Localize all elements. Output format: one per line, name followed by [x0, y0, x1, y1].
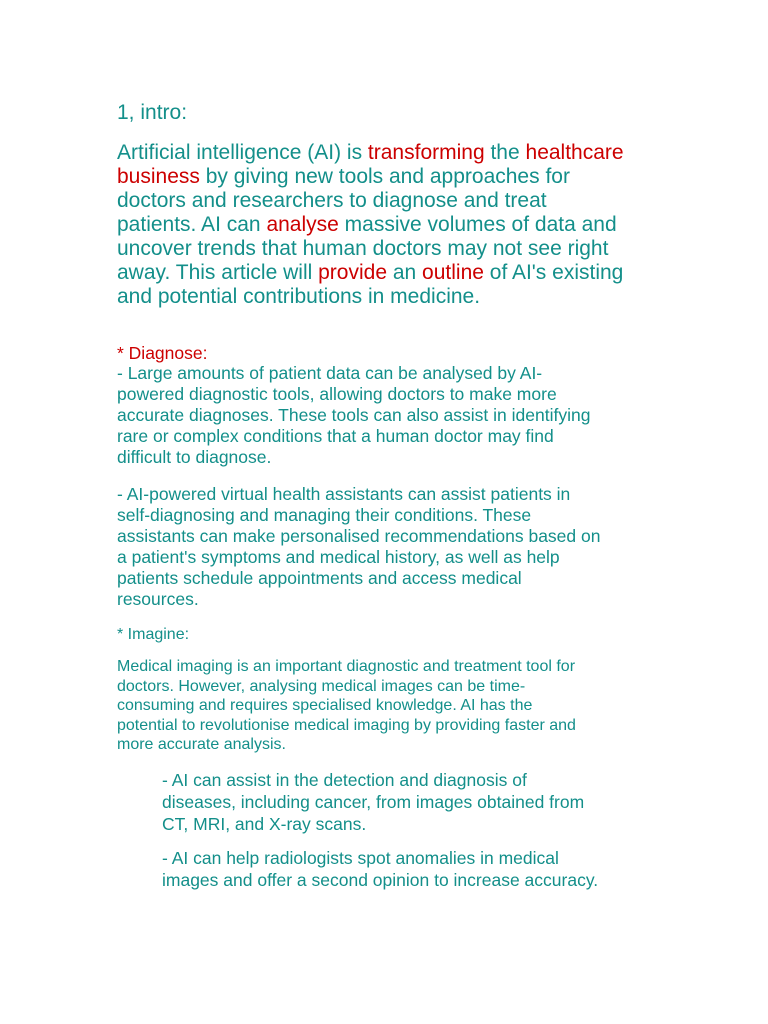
highlighted-word: outline: [422, 261, 484, 284]
diagnose-bullet-1: - Large amounts of patient data can be analysed by AI- powered diagnostic tools, allowing doctors to make more accurate diagnoses. These tools can also assist in identifying rare or complex conditions that a human doctor may find difficult to diagnose.: [117, 363, 591, 467]
highlighted-word: healthcare: [525, 141, 624, 164]
section-heading-intro: 1, intro:: [117, 101, 188, 124]
highlighted-word: transforming: [367, 141, 485, 164]
imagine-heading: * Imagine:: [117, 626, 190, 643]
imagine-paragraph: Medical imaging is an important diagnostic and treatment tool for doctors. However, analysing medical images can be time- consuming and requires specialised knowledge. AI has the potential to revolutionise medical imaging by providing faster and more accurate analysis.: [117, 658, 576, 754]
intro-text-segment: massive volumes of data and uncover trends that human doctors may not see right away. This article will: [117, 213, 617, 284]
diagnose-heading: * Diagnose:: [117, 343, 208, 363]
intro-text-segment: of AI's existing and potential contributions in medicine.: [117, 261, 624, 308]
highlighted-word: provide: [318, 261, 388, 284]
intro-text-segment: by giving new tools and approaches for doctors and researchers to diagnose and treat patients. AI can: [117, 165, 570, 236]
intro-text-segment: an: [387, 261, 423, 284]
intro-text-segment: the: [484, 141, 526, 164]
highlighted-word: business: [117, 165, 200, 188]
imagine-bullet-2: - AI can help radiologists spot anomalies in medical images and offer a second opinion to increase accuracy.: [162, 848, 599, 890]
imagine-bullet-1: - AI can assist in the detection and diagnosis of diseases, including cancer, from images obtained from CT, MRI, and X-ray scans.: [162, 770, 585, 834]
diagnose-bullet-2: - AI-powered virtual health assistants can assist patients in self-diagnosing and managing their conditions. These assistants can make personalised recommendations based on a patient's symptoms and medical history, as well as help patients schedule appointments and access medical resources.: [117, 484, 601, 609]
highlighted-word: analyse: [266, 213, 339, 236]
intro-text-segment: Artificial intelligence (AI) is: [117, 141, 368, 164]
intro-paragraph: [117, 141, 677, 309]
